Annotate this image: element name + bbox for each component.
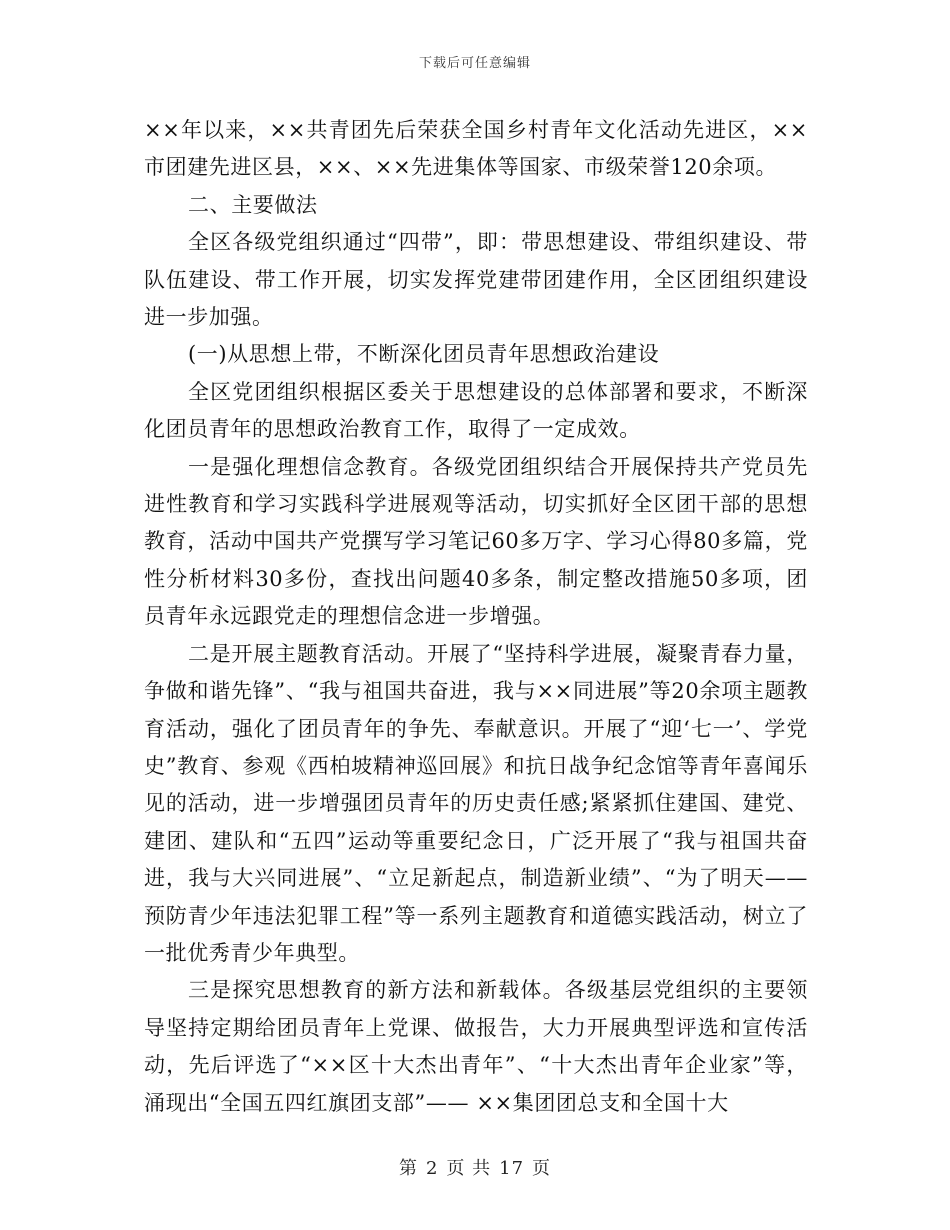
page-footer [0,1154,950,1180]
current-page-number: 2 [425,1158,439,1179]
footer-prefix: 第 [398,1158,418,1179]
paragraph: 全区各级党组织通过“四带”，即：带思想建设、带组织建设、带队伍建设、带工作开展，切实发挥党建带团建作用，全区团组织建设进一步加强。 [144,230,808,330]
paragraph: 二是开展主题教育活动。开展了“坚持科学进展，凝聚青春力量，争做和谐先锋”、“我与祖国共奋进，我与××同进展”等20余项主题教育活动，强化了团员青年的争先、奉献意识。开展了“迎‘七一’、学党史”教育、参观《西柏坡精神巡回展》和抗日战争纪念馆等青年喜闻乐见的活动，进一步增强团员青年的历史责任感;紧紧抓住建国、建党、建团、建队和“五四”运动等重要纪念日，广泛开展了“我与祖国共奋进，我与大兴同进展”、“立足新起点，制造新业绩”、“为了明天——预防青少年违法犯罪工程”等一系列主题教育和道德实践活动，树立了一批优秀青少年典型。 [144,641,808,965]
footer-suffix: 页 [532,1158,552,1179]
document-body [144,112,808,1122]
paragraph: 全区党团组织根据区委关于思想建设的总体部署和要求，不断深化团员青年的思想政治教育工作，取得了一定成效。 [144,379,808,442]
footer-middle: 页 共 [446,1158,492,1179]
total-pages: 17 [499,1158,525,1179]
paragraph: 三是探究思想教育的新方法和新载体。各级基层党组织的主要领导坚持定期给团员青年上党课、做报告，大力开展典型评选和宣传活动，先后评选了“××区十大杰出青年”、“十大杰出青年企业家”等，涌现出“全国五四红旗团支部”—— ××集团团总支和全国十大 [144,978,808,1115]
section-heading: 二、主要做法 [188,192,318,217]
paragraph: 一是强化理想信念教育。各级党团组织结合开展保持共产党员先进性教育和学习实践科学进展观等活动，切实抓好全区团干部的思想教育，活动中国共产党撰写学习笔记60多万字、学习心得80多篇，党性分析材料30多份，查找出问题40多条，制定整改措施50多项，团员青年永远跟党走的理想信念进一步增强。 [144,454,808,629]
subsection-heading: (一)从思想上带，不断深化团员青年思想政治建设 [188,342,660,367]
paragraph-continuation: ××年以来，××共青团先后荣获全国乡村青年文化活动先进区，××市团建先进区县，××、××先进集体等国家、市级荣誉120余项。 [144,118,808,180]
page-header: 下载后可任意编辑 [418,56,531,71]
